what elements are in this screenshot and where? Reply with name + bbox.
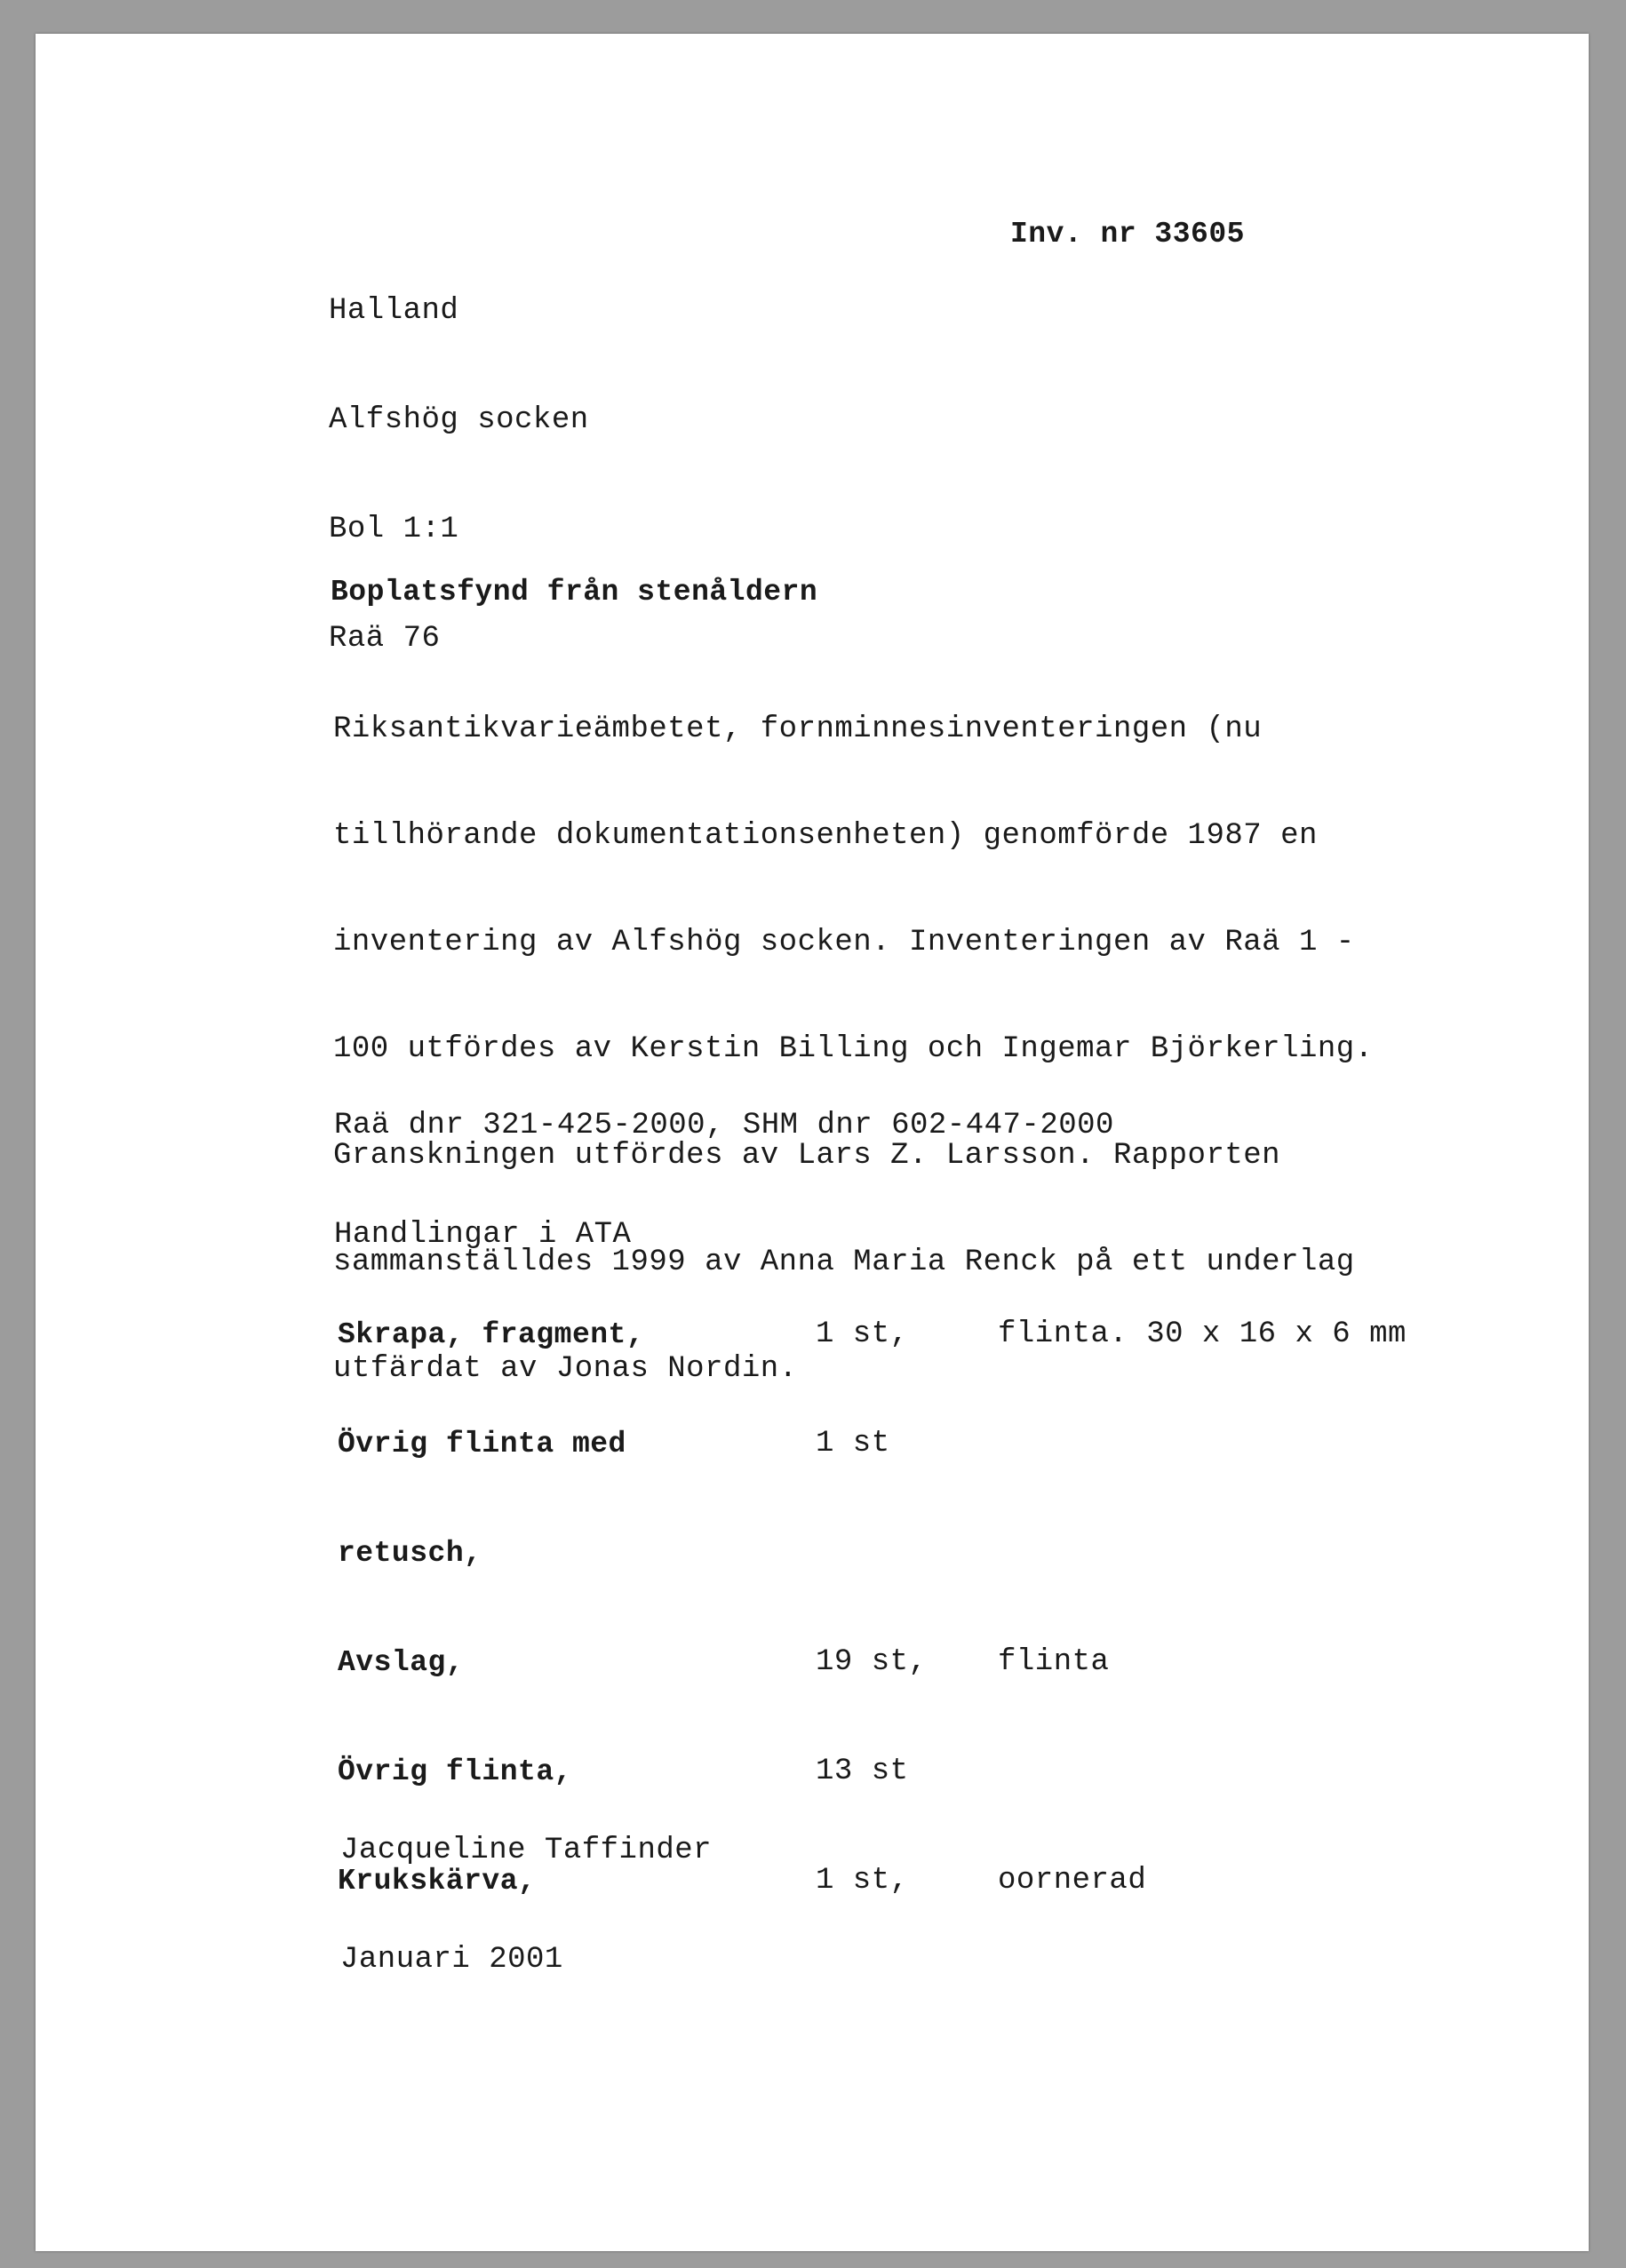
find-row [338,1535,482,1572]
reference-line: Handlingar i ATA [334,1218,632,1252]
find-row [338,1317,1407,1353]
find-quantity: 13 st [816,1755,909,1788]
find-row [338,1426,890,1462]
signature-block [340,1760,712,2051]
find-name: Skrapa, fragment, [338,1318,645,1351]
reference-block [334,1035,1114,1326]
find-name: Övrig flinta, [338,1755,572,1788]
find-quantity: 1 st, [816,1317,909,1351]
location-line: Halland [329,294,459,328]
find-row [338,1644,1110,1681]
find-description: oornerad [998,1864,1147,1898]
find-name: Krukskärva, [338,1865,537,1898]
paragraph-line: sammanställdes 1999 av Anna Maria Renck på ett underlag [333,1245,1355,1279]
location-line: Raä 76 [329,622,441,656]
find-name: Övrig flinta med [338,1428,626,1460]
paragraph-line: tillhörande dokumentationsenheten) genomförde 1987 en [333,819,1318,853]
find-quantity: 1 st [816,1427,890,1460]
find-name: retusch, [338,1537,482,1570]
document-page [36,34,1589,2251]
inventory-number: Inv. nr 33605 [1010,218,1245,251]
paragraph-line: utfärdat av Jonas Nordin. [333,1352,798,1386]
paragraph-line: inventering av Alfshög socken. Inventeringen av Raä 1 - [333,926,1355,959]
find-description: flinta [998,1645,1110,1679]
location-line: Bol 1:1 [329,513,459,546]
paragraph-line: Riksantikvarieämbetet, fornminnesinventeringen (nu [333,712,1263,746]
paragraph-line: 100 utfördes av Kerstin Billing och Ingemar Björkerling. [333,1032,1374,1066]
find-quantity: 19 st, [816,1645,928,1679]
find-name: Avslag, [338,1646,465,1679]
document-heading: Boplatsfynd från stenåldern [331,576,818,609]
paragraph-line: Granskningen utfördes av Lars Z. Larsson. Rapporten [333,1139,1281,1173]
find-quantity: 1 st, [816,1864,909,1898]
reference-line: Raä dnr 321-425-2000, SHM dnr 602-447-2000 [334,1109,1114,1142]
document-date: Januari 2001 [340,1943,563,1977]
author-name: Jacqueline Taffinder [340,1834,713,1867]
location-line: Alfshög socken [329,403,589,437]
find-description: flinta. 30 x 16 x 6 mm [998,1317,1407,1351]
